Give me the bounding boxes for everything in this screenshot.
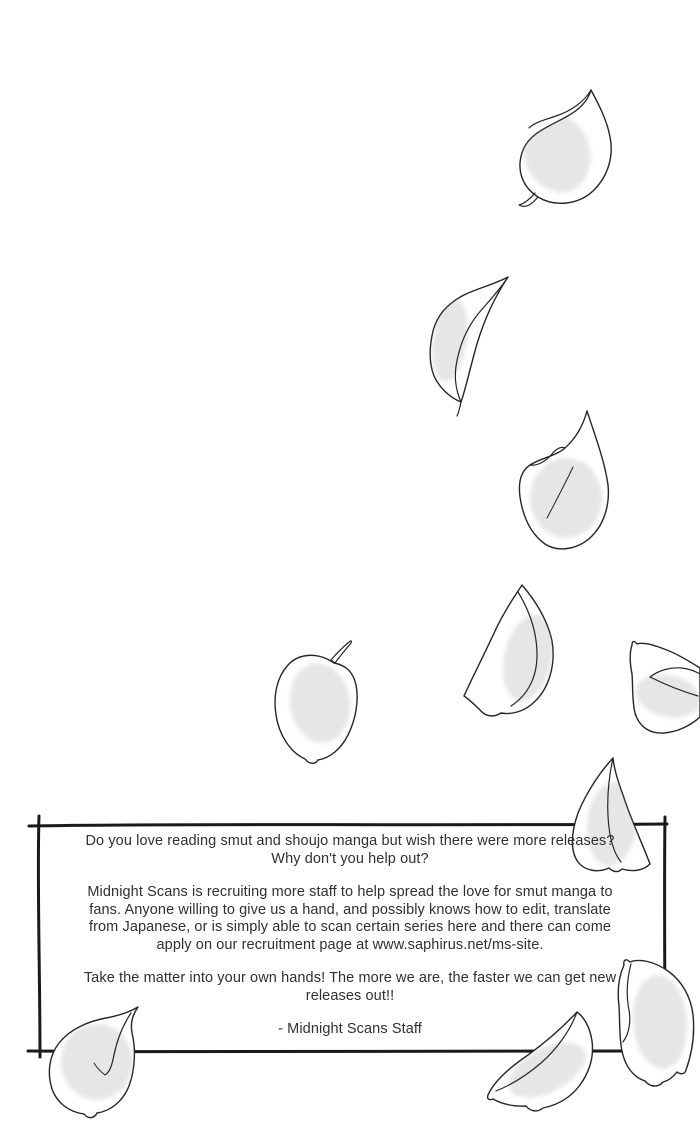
petal-left-round-icon — [275, 641, 357, 763]
notice-paragraph: - Midnight Scans Staff — [278, 1021, 422, 1037]
petal-bottom-right-icon — [618, 960, 693, 1086]
petal-middle-right-icon — [519, 411, 608, 549]
notice-paragraph: Take the matter into your own hands! The more we are, the faster we can get new releases out!! — [83, 970, 617, 1004]
petal-crescent-center-icon — [464, 585, 561, 716]
notice-paragraph: Midnight Scans is recruiting more staff to help spread the love for smut manga to fans. Anyone willing to give us a hand, and possibly knows how to edit, translate from Japanese, or is simply able to scan certain series here and there can come apply on our recruitment page at www.saphirus.net/ms-site. — [87, 884, 613, 953]
notice-paragraph: Do you love reading smut and shoujo manga but wish there were more releases? Why don't you help out? — [85, 833, 615, 867]
notice-box-border-top — [29, 824, 667, 826]
petal-middle-curved-icon — [427, 277, 508, 416]
notice-box-border-left — [38, 816, 40, 1057]
petal-right-edge-icon — [630, 641, 700, 733]
petal-top-right-icon — [513, 90, 611, 206]
notice-text — [80, 833, 620, 1039]
